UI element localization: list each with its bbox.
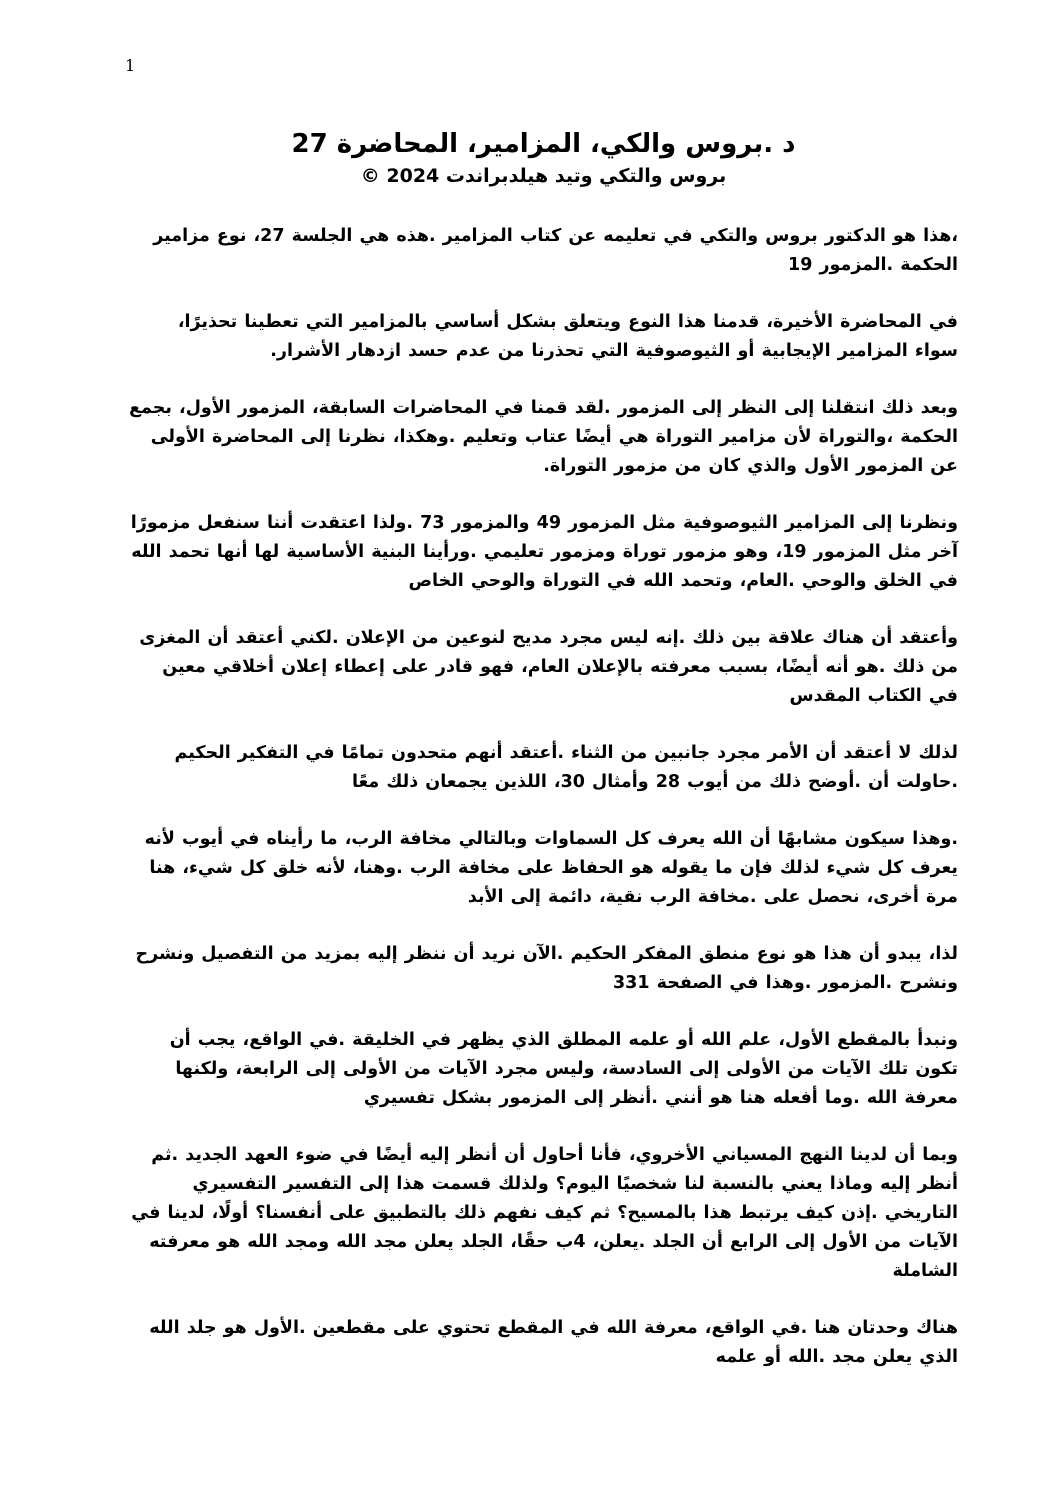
paragraph: ،هذا هو الدكتور بروس والتكي في تعليمه عن كتاب المزامير .هذه هي الجلسة 27، نوع مزامير الحكمة .المزمور 19 — [153, 226, 958, 275]
paragraph: .وهذا سيكون مشابهًا أن الله يعرف كل السماوات وبالتالي مخافة الرب، ما رأيناه في أيوب لأنه يعرف كل شيء لذلك فإن ما يقوله هو الحفاظ على مخافة الرب .وهنا، لأنه خلق كل شيء، هنا مرة أخرى، نحصل على .مخافة الرب نقية، دائمة إلى الأبد — [144, 829, 958, 907]
paragraph: وبما أن لدينا النهج المسياني الأخروي، فأنا أحاول أن أنظر إليه أيضًا في ضوء العهد الجديد .ثم أنظر إليه وماذا يعني بالنسبة لنا شخصيًا اليوم؟ ولذلك قسمت هذا إلى التفسير التفسيري التاريخي .إذن كيف يرتبط هذا بالمسيح؟ ثم كيف نفهم ذلك بالتطبيق على أنفسنا؟ أولًا، لدينا في الآيات من الأول إلى الرابع أن الجلد .يعلن، 4ب حقًا، الجلد يعلن مجد الله ومجد الله هو معرفته الشاملة — [131, 1145, 958, 1281]
paragraph: وأعتقد أن هناك علاقة بين ذلك .إنه ليس مجرد مديح لنوعين من الإعلان .لكني أعتقد أن المغزى من ذلك .هو أنه أيضًا، بسبب معرفته بالإعلان العام، فهو قادر على إعطاء إعلان أخلاقي معين في الكتاب المقدس — [139, 628, 958, 706]
document-title: د .بروس والكي، المزامير، المحاضرة 27 — [291, 129, 796, 159]
page-number: 1 — [125, 56, 136, 75]
document-subtitle: بروس والتكي وتيد هيلدبراندت 2024 © — [360, 165, 727, 187]
document-content — [129, 128, 958, 1400]
paragraph: لذلك لا أعتقد أن الأمر مجرد جانبين من الثناء .أعتقد أنهم متحدون تمامًا في التفكير الحكيم .حاولت أن .أوضح ذلك من أيوب 28 وأمثال 30، اللذين يجمعان ذلك معًا — [174, 743, 958, 792]
paragraph: وبعد ذلك انتقلنا إلى النظر إلى المزمور .لقد قمنا في المحاضرات السابقة، المزمور الأول، بجمع الحكمة ،والتوراة لأن مزامير التوراة هي أيضًا عتاب وتعليم .وهكذا، نظرنا إلى المحاضرة الأولى عن المزمور الأول والذي كان من مزمور التوراة. — [129, 398, 958, 476]
paragraph: في المحاضرة الأخيرة، قدمنا هذا النوع ويتعلق بشكل أساسي بالمزامير التي تعطينا تحذيرًا، سواء المزامير الإيجابية أو الثيوصوفية التي تحذرنا من عدم حسد ازدهار الأشرار. — [177, 312, 958, 361]
paragraph: هناك وحدتان هنا .في الواقع، معرفة الله في المقطع تحتوي على مقطعين .الأول هو جلد الله الذي يعلن مجد .الله أو علمه — [149, 1318, 958, 1367]
paragraph: لذا، يبدو أن هذا هو نوع منطق المفكر الحكيم .الآن نريد أن ننظر إليه بمزيد من التفصيل ونشرح ونشرح .المزمور .وهذا في الصفحة 331 — [135, 944, 958, 993]
paragraph: ونظرنا إلى المزامير الثيوصوفية مثل المزمور 49 والمزمور 73 .ولذا اعتقدت أننا سنفعل مزمورًا آخر مثل المزمور 19، وهو مزمور توراة ومزمور تعليمي .ورأينا البنية الأساسية لها أنها تحمد الله في الخلق والوحي .العام، وتحمد الله في التوراة والوحي الخاص — [130, 513, 958, 591]
paragraph: ونبدأ بالمقطع الأول، علم الله أو علمه المطلق الذي يظهر في الخليقة .في الواقع، يجب أن تكون تلك الآيات من الأولى إلى السادسة، وليس مجرد الآيات من الأولى إلى الرابعة، ولكنها معرفة الله .وما أفعله هنا هو أنني .أنظر إلى المزمور بشكل تفسيري — [169, 1030, 958, 1108]
title-block — [129, 128, 958, 188]
document-body — [129, 222, 958, 1372]
